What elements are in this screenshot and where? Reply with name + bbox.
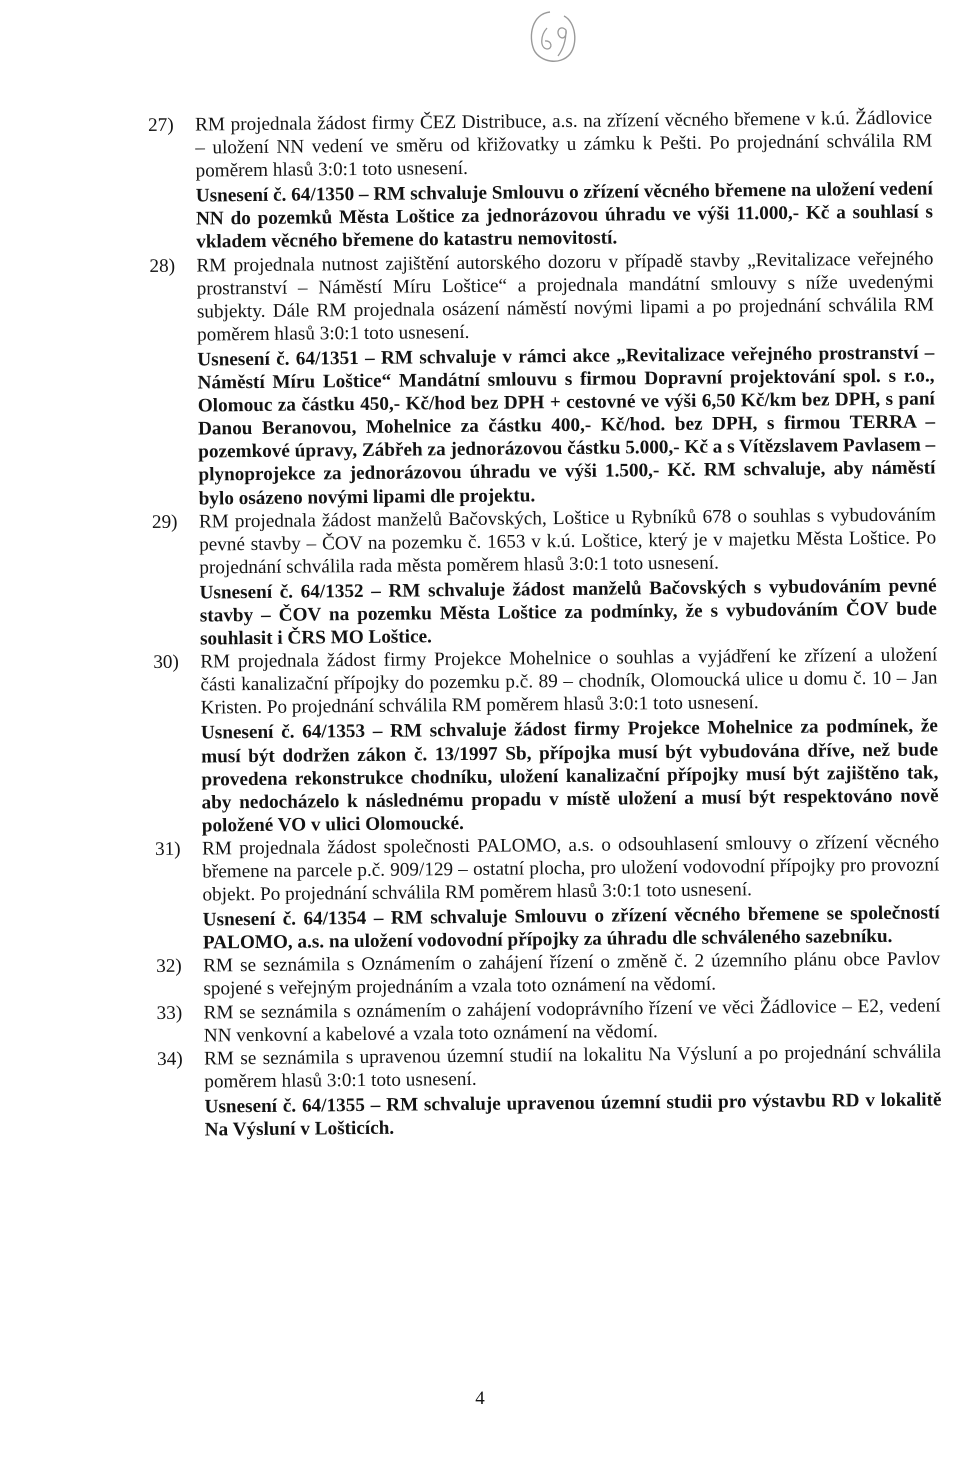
agenda-item-32 [156,948,940,1002]
item-number: 29) [151,511,178,533]
item-number: 32) [156,956,182,978]
item-text: RM se seznámila s oznámením o zahájení vodoprávního řízení ve věci Žádlovice – E2, vedení NN venkovní a kabelové a vzala toto oznámení na vědomí. [203,994,941,1047]
item-text: RM projednala žádost firmy Projekce Mohelnice o souhlas a vyjádření ke zřízení a uložení části kanalizační přípojky do pozemku p.č. 89 – chodník, Olomoucká ulice u domu č. 10 – Jan Kristen. Po projednání schválila RM poměrem hlasů 3:0:1 toto usnesení. [200,644,938,719]
item-number: 34) [156,1048,183,1070]
agenda-item-30 [153,644,939,838]
resolution-text: Usnesení č. 64/1353 – RM schvaluje žádost firmy Projekce Mohelnice za podmínek, že musí být dodržen zákon č. 13/1997 Sb, přípojka musí být vybudována dříve, než bude provedena rekonstrukce chodníku, uložení kanalizační přípojky musí být zajištěno tak, aby nedocházelo k následnému propadu v místě uložení a musí být respektováno nově položené VO v ulici Olomoucké. [200,715,939,837]
item-text: RM projednala žádost společnosti PALOMO, a.s. o odsouhlasení smlouvy o zřízení věcného břemene na parcele p.č. 909/129 – ostatní plocha, pro uložení vodovodní přípojky pro provozní objekt. Po projednání schválila RM poměrem hlasů 3:0:1 toto usnesení. [201,831,940,906]
resolution-text: Usnesení č. 64/1351 – RM schvaluje v rámci akce „Revitalizace veřejného prostranství – Náměstí Míru Loštice“ Mandátní smlouvu s firmou Dopravní projektování spol. s r.o., Olomouc za částku 450,- Kč/hod bez DPH + cestovné ve výši 6,50 Kč/km bez DPH, s paní Danou Beranovou, Mohelnice za částku 400,- Kč/hod. bez DPH, s firmou TERRA – pozemkové úpravy, Zábřeh za jednorázovou částku 5.000,- Kč a s Vítězslavem Pavlasem – plynoprojekce za jednorázovou úhradu ve výši 1.500,- Kč. RM schvaluje, aby náměstí bylo osázeno novými lipami dle projektu. [197,342,936,510]
resolution-text: Usnesení č. 64/1352 – RM schvaluje žádost manželů Bačovských s vybudováním pevné stavby – ČOV na pozemku Města Loštice za podmínky, že s vybudováním ČOV bude souhlasit i ČRS MO Loštice. [199,575,937,650]
item-number: 27) [148,114,174,136]
item-number: 33) [156,1002,183,1024]
agenda-item-33 [157,994,941,1048]
page-number: 4 [475,1388,485,1409]
item-text: RM se seznámila s upravenou územní studií na lokalitu Na Výsluní a po projednání schválila poměrem hlasů 3:0:1 toto usnesení. [203,1041,942,1093]
resolution-text: Usnesení č. 64/1354 – RM schvaluje Smlouvu o zřízení věcného břemene se společností PALOMO, a.s. na uložení vodovodní přípojky za úhradu dle schváleného sazebníku. [202,902,940,954]
item-number: 30) [153,651,179,674]
item-text: RM se seznámila s Oznámením o zahájení řízení o změně č. 2 územního plánu obce Pavlov spojené s veřejným projednáním a vzala toto oznámení na vědomí. [203,948,941,1000]
resolution-text: Usnesení č. 64/1350 – RM schvaluje Smlouvu o zřízení věcného břemene na uložení vedení NN do pozemků Města Loštice za jednorázovou úhradu ve výši 11.000,- Kč a souhlasí s vkladem věcného břemene do katastru nemovitostí. [195,178,934,254]
agenda-item-27 [148,106,933,254]
handwritten-page-mark [520,6,584,70]
agenda-item-28 [149,247,935,511]
agenda-item-31 [155,830,940,955]
item-text: RM projednala žádost manželů Bačovských, Loštice u Rybníků 678 o souhlas s vybudováním pevné stavby – ČOV na pozemku č. 1653 v k.ú. Loštice, který je v majetku Města Loštice. Po projednání schválila rada města poměrem hlasů 3:0:1 toto usnesení. [198,504,937,579]
minutes-body [148,106,942,1142]
agenda-item-34 [157,1040,942,1142]
item-number: 28) [149,255,176,277]
item-text: RM projednala žádost firmy ČEZ Distribuce, a.s. na zřízení věcného břemene v k.ú. Žádlovice – uložení NN vedení ve směru od křižovatky u zámku k Pešti. Po projednání schválila RM poměrem hlasů 3:0:1 toto usnesení. [195,107,933,182]
resolution-text: Usnesení č. 64/1355 – RM schvaluje upravenou územní studii pro výstavbu RD v lokalitě Na Výsluní v Lošticích. [204,1089,942,1141]
item-number: 31) [154,838,181,860]
agenda-item-29 [152,503,937,651]
item-text: RM projednala nutnost zajištění autorského dozoru v případě stavby „Revitalizace veřejného prostranství – Náměstí Míru Loštice“ a projednala mandátní smlouvy s níže uvedenými subjekty. Dále RM projednala osázení náměstí novými lipami a po projednání schválila RM poměrem hlasů 3:0:1 toto usnesení. [196,248,934,346]
